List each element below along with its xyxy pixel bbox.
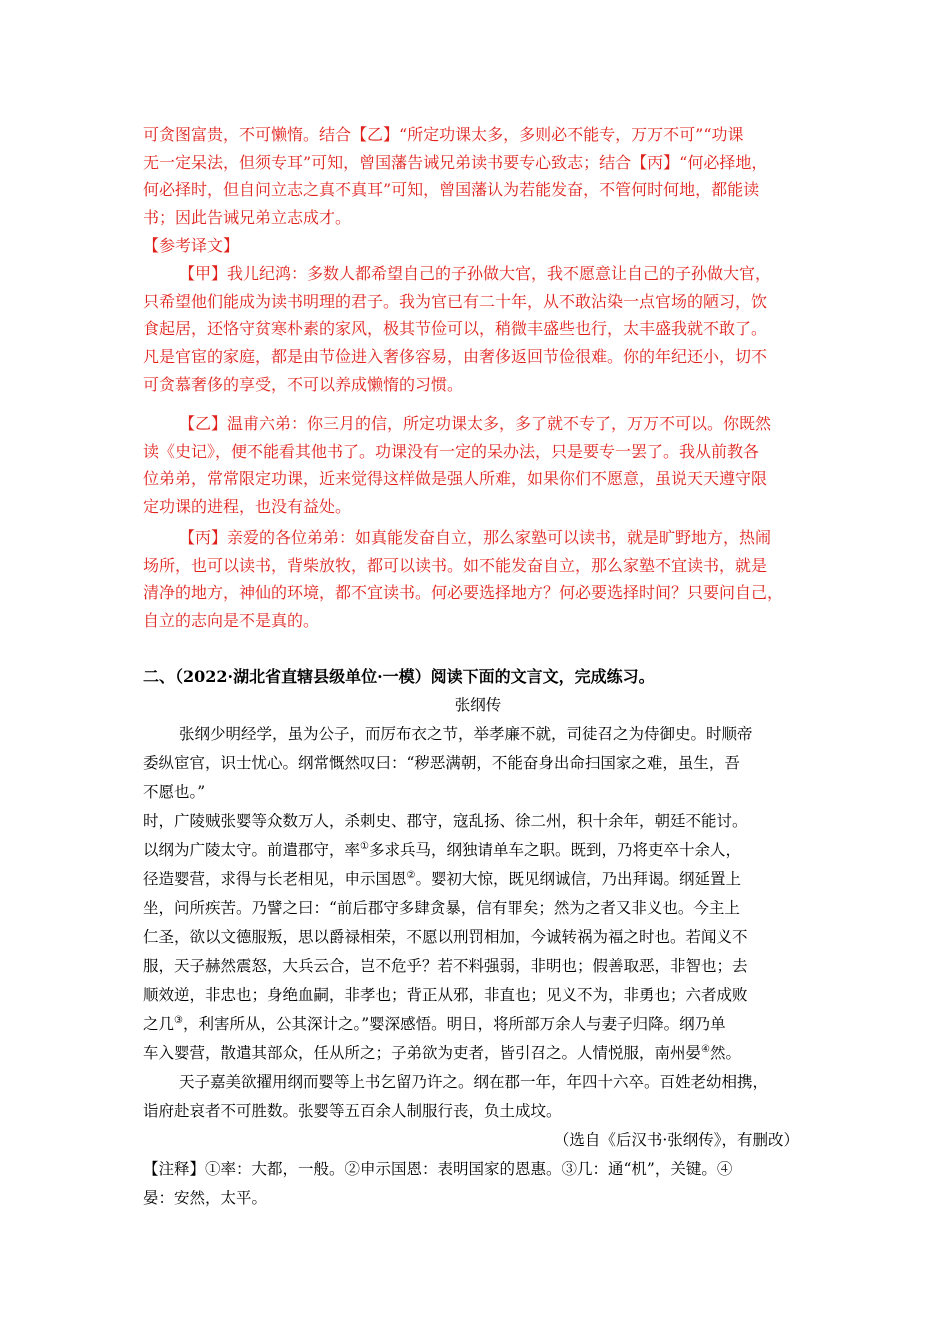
passage-line: 诣府赴哀者不可胜数。张婴等五百余人制服行丧，负土成坟。 (143, 1102, 562, 1120)
passage-line: 顺效逆，非忠也；身绝血嗣，非孝也；背正从邪，非直也；见义不为，非勇也；六者成败 (143, 986, 748, 1004)
analysis-line: 可贪图富贵，不可懒惰。结合【乙】“所定功课太多，多则必不能专，万万不可”“功课 (143, 125, 744, 144)
translation-line: 【丙】亲爱的各位弟弟：如真能发奋自立，那么家塾可以读书，就是旷野地方，热闹 (179, 528, 772, 547)
translation-bing (143, 524, 813, 635)
passage-line: 径造婴营，求得与长老相见，申示国恩②。婴初大惊，既见纲诚信，乃出拜谒。纲延置上 (143, 869, 741, 888)
translation-line: 自立的志向是不是真的。 (143, 611, 320, 631)
passage-line: 时，广陵贼张婴等众数万人，杀刺史、郡守，寇乱扬、徐二州，积十余年，朝廷不能讨。 (143, 812, 748, 830)
passage-line: 坐，问所疾苦。乃譬之曰：“前后郡守多肆贪暴，信有罪矣；然为之者又非义也。今主上 (143, 899, 740, 917)
translation-line: 定功课的进程，也没有益处。 (143, 497, 352, 517)
passage-line: 张纲少明经学，虽为公子，而厉布衣之节，举孝廉不就，司徒召之为侍御史。时顺帝 (179, 725, 753, 743)
passage-line: 仁圣，欲以文德服叛，思以爵禄相荣，不愿以刑罚相加，今诚转祸为福之时也。若闻义不 (143, 928, 748, 946)
question-section (143, 663, 813, 691)
question-heading: 二、（2022·湖北省直辖县级单位·一模）阅读下面的文言文，完成练习。 (143, 667, 655, 686)
footnote-marker: ④ (701, 1043, 710, 1055)
footnote-marker: ② (406, 869, 416, 881)
translation-line: 读《史记》，便不能看其他书了。功课没有一定的呆办法，只是要专一罢了。我从前教各 (143, 441, 760, 461)
translation-line: 【甲】我儿纪鸿：多数人都希望自己的子孙做大官，我不愿意让自己的子孙做大官， (179, 264, 772, 283)
passage-line: 服，天子赫然震怒，大兵云合，岂不危乎？若不料强弱，非明也；假善取恶，非智也；去 (143, 957, 748, 975)
passage-line: 以纲为广陵太守。前遣郡守，率①多求兵马，纲独请单车之职。既到，乃将吏卒十余人， (143, 840, 741, 859)
passage-line: 天子嘉美欲擢用纲而婴等上书乞留乃许之。纲在郡一年，年四十六卒。百姓老幼相携， (179, 1073, 769, 1091)
translation-line: 只希望他们能成为读书明理的君子。我为官已有二十年，从不敢沾染一点官场的陋习，饮 (143, 291, 768, 311)
source-citation: （选自《后汉书·张纲传》，有删改） (553, 1131, 799, 1149)
translation-line: 凡是官宦的家庭，都是由节俭进入奢侈容易，由奢侈返回节俭很难。你的年纪还小，切不 (143, 347, 768, 367)
translation-heading: 【参考译文】 (143, 235, 240, 255)
analysis-line: 何必择时，但自问立志之真不真耳”可知，曾国藩认为若能发奋，不管何时何地，都能读 (143, 180, 760, 200)
translation-line: 食起居，还恪守贫寒朴素的家风，极其节俭可以，稍微丰盛些也行，太丰盛我就不敢了。 (143, 319, 768, 339)
passage-line: 委纵宦官，识士忧心。纲常慨然叹曰：“秽恶满朝，不能奋身出命扫国家之难，虽生，吾 (143, 754, 740, 772)
translation-jia (143, 260, 813, 399)
translation-line: 可贪慕奢侈的享受，不可以养成懒惰的习惯。 (143, 374, 464, 394)
passage-line: 车入婴营，散遣其部众，任从所之；子弟欲为吏者，皆引召之。人情悦服，南州晏④然。 (143, 1043, 741, 1062)
translation-line: 清净的地方，神仙的环境，都不宜读书。何必要选择地方？何必要选择时间？只要问自己， (143, 583, 784, 603)
analysis-line: 无一定呆法，但须专耳”可知，曾国藩告诫兄弟读书要专心致志；结合【丙】“何必择地， (143, 152, 768, 172)
translation-line: 场所，也可以读书，背柴放牧，都可以读书。如不能发奋自立，那么家塾不宜读书，就是 (143, 555, 768, 575)
answer-analysis (143, 121, 813, 260)
translation-yi (143, 410, 813, 521)
classical-text (143, 691, 813, 1213)
passage-line: 之几③，利害所从，公其深计之。”婴深感悟。明日，将所部万余人与妻子归降。纲乃单 (143, 1014, 726, 1033)
analysis-line: 书；因此告诫兄弟立志成才。 (143, 208, 352, 228)
notes-line: 晏：安然，太平。 (143, 1189, 268, 1207)
passage-title: 张纲传 (454, 696, 502, 714)
translation-line: 【乙】温甫六弟：你三月的信，所定功课太多，多了就不专了，万万不可以。你既然 (179, 414, 772, 433)
footnote-marker: ① (360, 840, 369, 852)
notes-line: 【注释】①率：大都，一般。②申示国恩：表明国家的恩惠。③几：通“机”，关键。④ (143, 1160, 733, 1178)
passage-line: 不愿也。” (143, 783, 206, 801)
translation-line: 位弟弟，常常限定功课，近来觉得这样做是强人所难，如果你们不愿意，虽说天天遵守限 (143, 469, 768, 489)
footnote-marker: ③ (174, 1014, 183, 1026)
